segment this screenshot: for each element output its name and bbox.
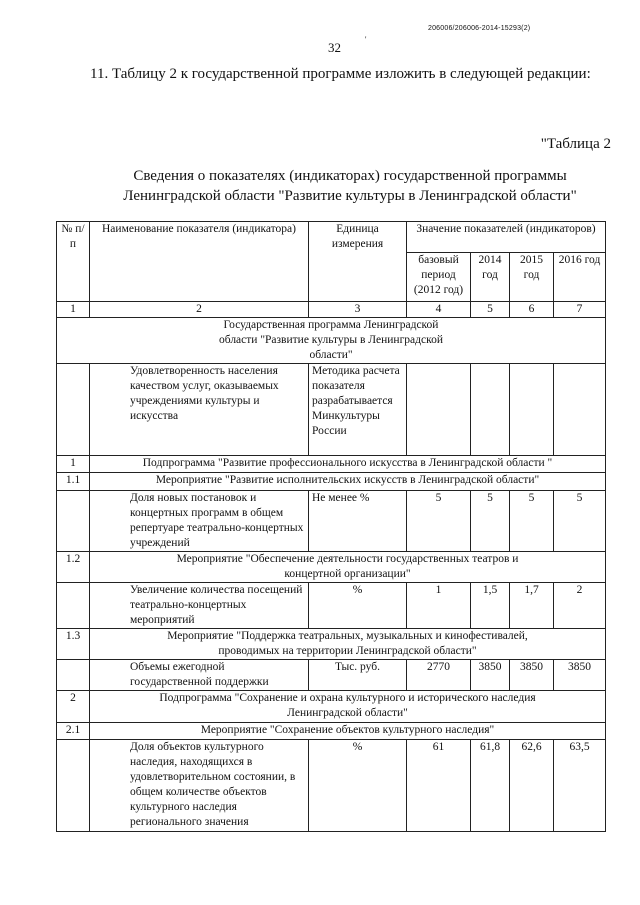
page-mark: ' — [365, 35, 367, 44]
indicator-name: Доля объектов культурного наследия, находящихся в удовлетворительном состоянии, в общем количестве объектов культурного наследия регионального значения — [90, 740, 309, 832]
program-indicator-row — [57, 364, 606, 456]
subprogram-title: Подпрограмма "Сохранение и охрана культурного и исторического наследия Ленинградской области" — [90, 691, 606, 723]
indicator-name: Объемы ежегодной государственной поддержки — [90, 660, 309, 691]
value-2016: 2 — [554, 583, 606, 629]
empty-cell — [57, 583, 90, 629]
column-number: 6 — [510, 302, 554, 318]
measure-row — [57, 629, 606, 660]
empty-cell — [57, 660, 90, 691]
indicator-unit: Не менее % — [309, 491, 407, 552]
value-2014: 61,8 — [471, 740, 510, 832]
header-base-period: базовый период (2012 год) — [407, 253, 471, 302]
instruction-heading: 11. Таблицу 2 к государственной программе изложить в следующей редакции: — [90, 66, 591, 82]
value-2015: 3850 — [510, 660, 554, 691]
row-number: 2.1 — [57, 723, 90, 740]
header-name: Наименование показателя (индикатора) — [90, 222, 309, 302]
value-2014: 1,5 — [471, 583, 510, 629]
indicator-row — [57, 660, 606, 691]
empty-cell — [57, 740, 90, 832]
header-year-2016: 2016 год — [554, 253, 606, 302]
measure-row — [57, 473, 606, 491]
document-id: 206006/206006-2014-15293(2) — [428, 25, 531, 32]
indicator-row — [57, 740, 606, 832]
value-base: 2770 — [407, 660, 471, 691]
indicator-name: Удовлетворенность населения качеством услуг, оказываемых учреждениями культуры и искусства — [90, 364, 309, 456]
header-year-2014: 2014 год — [471, 253, 510, 302]
header-num: № п/п — [57, 222, 90, 302]
empty-cell — [510, 364, 554, 456]
column-number: 5 — [471, 302, 510, 318]
indicator-unit: % — [309, 583, 407, 629]
indicator-row — [57, 583, 606, 629]
subprogram-title: Подпрограмма "Развитие профессионального искусства в Ленинградской области " — [90, 456, 606, 473]
measure-row — [57, 552, 606, 583]
header-unit: Единица измерения — [309, 222, 407, 302]
value-2016: 63,5 — [554, 740, 606, 832]
column-number: 7 — [554, 302, 606, 318]
value-base: 1 — [407, 583, 471, 629]
table-label: "Таблица 2 — [540, 136, 611, 152]
empty-cell — [57, 491, 90, 552]
column-number: 3 — [309, 302, 407, 318]
empty-cell — [471, 364, 510, 456]
value-2014: 3850 — [471, 660, 510, 691]
page-number: 32 — [328, 40, 341, 55]
column-number: 1 — [57, 302, 90, 318]
row-number: 1.2 — [57, 552, 90, 583]
value-2015: 5 — [510, 491, 554, 552]
indicator-name: Увеличение количества посещений театрально-концертных мероприятий — [90, 583, 309, 629]
value-2015: 1,7 — [510, 583, 554, 629]
subprogram-row — [57, 691, 606, 723]
indicator-unit: Методика расчета показателя разрабатывается Минкультуры России — [309, 364, 407, 456]
indicator-row — [57, 491, 606, 552]
value-2015: 62,6 — [510, 740, 554, 832]
measure-title: Мероприятие "Обеспечение деятельности государственных театров и концертной организации" — [90, 552, 606, 583]
column-number: 2 — [90, 302, 309, 318]
row-number: 1.3 — [57, 629, 90, 660]
table-title-line-1: Сведения о показателях (индикаторах) государственной программы — [133, 168, 567, 184]
row-number: 1.1 — [57, 473, 90, 491]
column-numbers-row — [57, 302, 606, 318]
row-number: 1 — [57, 456, 90, 473]
column-number: 4 — [407, 302, 471, 318]
value-base: 5 — [407, 491, 471, 552]
empty-cell — [407, 364, 471, 456]
measure-title: Мероприятие "Поддержка театральных, музыкальных и кинофестивалей, проводимых на территории Ленинградской области" — [90, 629, 606, 660]
measure-row — [57, 723, 606, 740]
table-title-line-2: Ленинградской области "Развитие культуры в Ленинградской области" — [123, 188, 577, 204]
indicator-name: Доля новых постановок и концертных программ в общем репертуаре театрально-концертных учреждений — [90, 491, 309, 552]
empty-cell — [57, 364, 90, 456]
value-2016: 3850 — [554, 660, 606, 691]
header-year-2015: 2015 год — [510, 253, 554, 302]
empty-cell — [554, 364, 606, 456]
program-row — [57, 318, 606, 364]
indicator-unit: Тыс. руб. — [309, 660, 407, 691]
measure-title: Мероприятие "Сохранение объектов культурного наследия" — [90, 723, 606, 740]
header-row — [57, 222, 606, 253]
program-title: Государственная программа Ленинградской области "Развитие культуры в Ленинградской области" — [57, 318, 606, 364]
row-number: 2 — [57, 691, 90, 723]
measure-title: Мероприятие "Развитие исполнительских искусств в Ленинградской области" — [90, 473, 606, 491]
header-values-group: Значение показателей (индикаторов) — [407, 222, 606, 253]
value-2014: 5 — [471, 491, 510, 552]
indicator-unit: % — [309, 740, 407, 832]
subprogram-row — [57, 456, 606, 473]
indicators-table — [56, 221, 606, 832]
value-2016: 5 — [554, 491, 606, 552]
value-base: 61 — [407, 740, 471, 832]
